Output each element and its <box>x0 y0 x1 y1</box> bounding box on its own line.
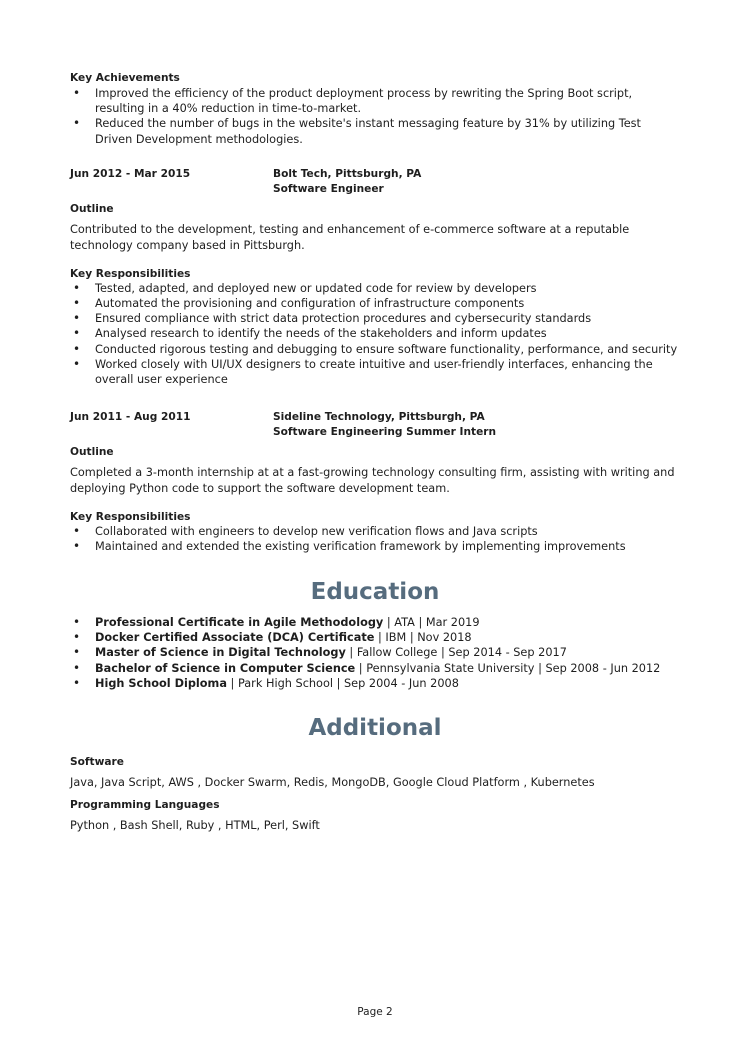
education-item <box>70 630 680 645</box>
languages-heading: Programming Languages <box>70 799 220 812</box>
job-title: Software Engineering Summer Intern <box>273 426 497 439</box>
education-details: | ATA | Mar 2019 <box>383 616 480 629</box>
outline-heading: Outline <box>70 446 114 459</box>
achievements-list <box>70 86 680 147</box>
list-item: • Conducted rigorous testing and debugging to ensure software functionality, performance, and security <box>70 342 680 357</box>
responsibilities-list <box>70 281 680 387</box>
additional-section <box>70 715 680 833</box>
education-details: | Fallow College | Sep 2014 - Sep 2017 <box>345 646 567 660</box>
education-list <box>70 615 680 691</box>
job-dates: Jun 2012 - Mar 2015 <box>70 168 191 180</box>
job-company: Bolt Tech, Pittsburgh, PA <box>273 168 422 180</box>
list-item: • Reduced the number of bugs in the website's instant messaging feature by 31% by utilizing Test Driven Development methodologies. <box>70 116 680 146</box>
education-item <box>70 676 680 691</box>
list-item: • Maintained and extended the existing verification framework by implementing improvements <box>70 539 680 554</box>
education-name: Bachelor of Science in Computer Science <box>95 661 356 675</box>
responsibilities-list <box>70 524 680 554</box>
education-heading: Education <box>310 579 440 605</box>
job-entry <box>70 167 680 387</box>
education-name: High School Diploma <box>95 676 227 690</box>
job-company-title <box>273 410 496 440</box>
job-title: Software Engineer <box>273 183 384 196</box>
list-item: • Analysed research to identify the needs of the stakeholders and inform updates <box>70 326 680 341</box>
responsibilities-heading: Key Responsibilities <box>70 267 191 280</box>
outline-text: Contributed to the development, testing and enhancement of e-commerce software at a reputable technology company based in Pittsburgh. <box>70 223 630 252</box>
education-name: Master of Science in Digital Technology <box>95 646 346 660</box>
job-dates: Jun 2011 - Aug 2011 <box>70 411 191 423</box>
job-header <box>70 410 680 440</box>
list-item: • Ensured compliance with strict data protection procedures and cybersecurity standards <box>70 311 680 326</box>
achievements-heading: Key Achievements <box>70 72 180 84</box>
list-item: • Tested, adapted, and deployed new or updated code for review by developers <box>70 281 680 296</box>
job-entry <box>70 410 680 554</box>
education-name: Professional Certificate in Agile Methodology <box>95 616 384 629</box>
outline-text: Completed a 3-month internship at at a fast-growing technology consulting firm, assisting with writing and deploying Python code to support the software development team. <box>70 466 675 495</box>
software-list: Java, Java Script, AWS , Docker Swarm, Redis, MongoDB, Google Cloud Platform , Kubernetes <box>70 776 595 789</box>
additional-heading: Additional <box>308 715 442 741</box>
list-item: • Improved the efficiency of the product deployment process by rewriting the Spring Boot script, resulting in a 40% reduction in time-to-market. <box>70 86 680 116</box>
page-number: Page 2 <box>357 1006 393 1018</box>
responsibilities-heading: Key Responsibilities <box>70 510 191 523</box>
achievements-block <box>70 72 680 147</box>
education-item <box>70 661 680 676</box>
education-item <box>70 645 680 660</box>
outline-heading: Outline <box>70 203 114 216</box>
education-section <box>70 579 680 691</box>
job-company-title <box>273 167 421 197</box>
job-header <box>70 167 680 197</box>
education-details: | Park High School | Sep 2004 - Jun 2008 <box>226 676 459 690</box>
list-item: • Worked closely with UI/UX designers to create intuitive and user-friendly interfaces, enhancing the overall user experience <box>70 357 680 387</box>
list-item: • Automated the provisioning and configuration of infrastructure components <box>70 296 680 311</box>
job-company: Sideline Technology, Pittsburgh, PA <box>273 411 485 423</box>
education-name: Docker Certified Associate (DCA) Certificate <box>95 631 375 645</box>
software-heading: Software <box>70 756 124 768</box>
languages-list: Python , Bash Shell, Ruby , HTML, Perl, Swift <box>70 819 320 833</box>
education-details: | Pennsylvania State University | Sep 2008 - Jun 2012 <box>355 661 661 675</box>
education-item <box>70 615 680 630</box>
list-item: • Collaborated with engineers to develop new verification flows and Java scripts <box>70 524 680 539</box>
education-details: | IBM | Nov 2018 <box>374 631 472 645</box>
